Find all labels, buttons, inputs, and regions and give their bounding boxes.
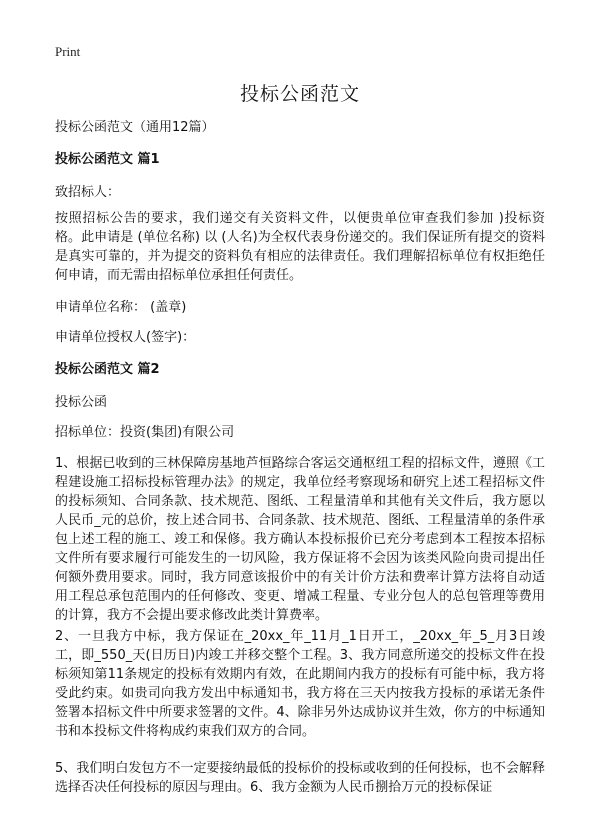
authorized-line: 申请单位授权人(签字)：: [55, 330, 196, 345]
paragraph-3: 5、我们明白发包方不一定要接纳最低的投标价的投标或收到的任何投标，也不会解释选择否决任何投标的原因与理由。6、我方金额为人民币捌拾万元的投标保证: [55, 761, 545, 795]
paragraph-2: 2、一旦我方中标，我方保证在_20xx_年_11月_1日开工，_20xx_年_5_月3日竣工，即_550_天(日历日)内竣工并移交整个工程。3、我方同意所递交的投标文件在投标须知第11条规定的投标有效期内有效，在此期间内我方的投标有可能中标，我方将受此约束。如贵司向我方发出中标通知书，我方将在三天内按我方投标的承诺无条件签署本招标文件中所要求签署的文件。4、除非另外达成协议并生效，你方的中标通知书和本投标文件将构成约束我们双方的合同。: [55, 629, 545, 739]
paragraph-1: 1、根据已收到的三林保障房基地芦恒路综合客运交通枢纽工程的招标文件，遵照《工程建设施工招标投标管理办法》的规定，我单位经考察现场和研究上述工程招标文件的投标须知、合同条款、技术规范、图纸、工程量清单和其他有关文件后，我方愿以人民币_元的总价，按上述合同书、合同条款、技术规范、图纸、工程量清单的条件承包上述工程的施工、竣工和保修。我方确认本投标报价已充分考虑到本工程按本招标文件所有要求履行可能发生的一切风险，我方保证将不会因为该类风险向贵司提出任何额外费用要求。同时，我方同意该报价中的有关计价方法和费率计算方法将自动适用工程总承包范围内的任何修改、变更、增减工程量、专业分包人的总包管理等费用的计算，我方不会提出要求修改此类计算费率。: [55, 456, 545, 623]
section-1-salutation: 致招标人：: [55, 185, 121, 200]
section-2-heading: 投标公函范文 篇2: [55, 362, 160, 377]
section-1-heading: 投标公函范文 篇1: [55, 152, 160, 167]
section-1-body: 按照招标公告的要求，我们递交有关资料文件，以便贵单位审查我们参加 )投标资格。此申请是 (单位名称) 以 (人名)为全权代表身份递交的。我们保证所有提交的资料是真实可靠的，并为提交的资料负有相应的法律责任。我们理解招标单位有权拒绝任何申请，而无需由招标单位承担任何责任。: [55, 211, 545, 283]
print-label[interactable]: Print: [55, 44, 81, 59]
recipient-line: 招标单位：投资(集团)有限公司: [55, 425, 235, 440]
section-2-label: 投标公函: [55, 395, 108, 410]
document-subtitle: 投标公函范文（通用12篇）: [55, 120, 215, 135]
document-title: 投标公函范文: [239, 83, 360, 105]
applicant-line: 申请单位名称： (盖章): [55, 300, 187, 315]
